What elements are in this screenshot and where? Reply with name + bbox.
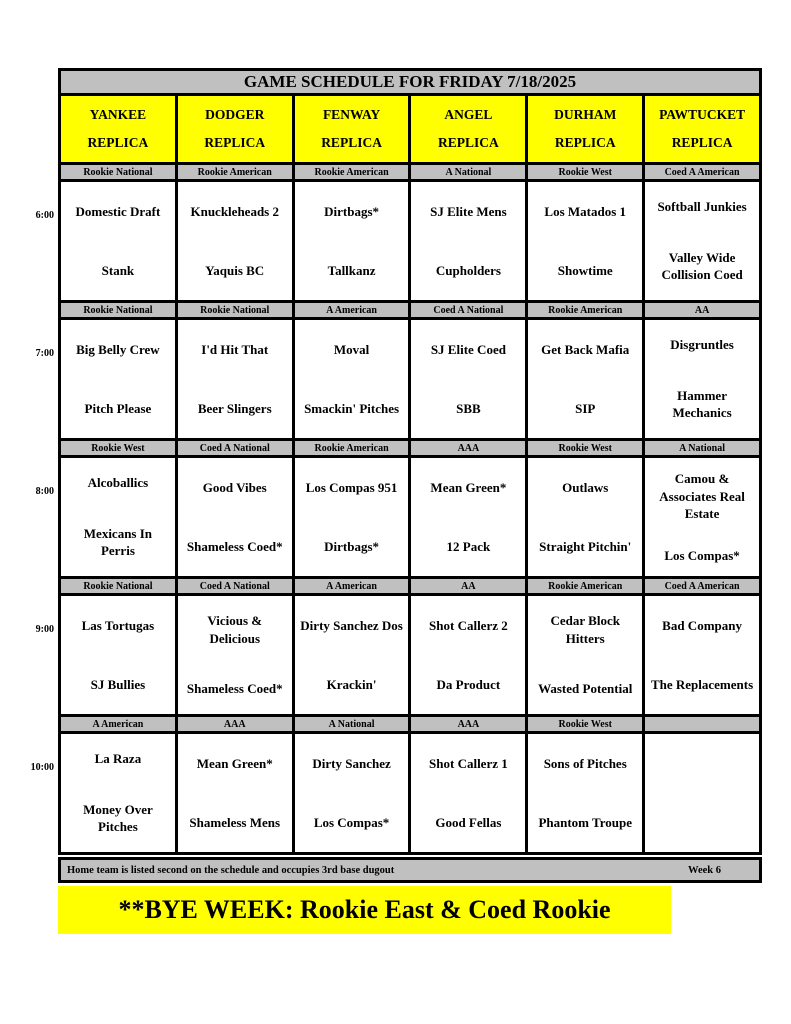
division-label: Coed A American <box>644 578 761 595</box>
field-header-row <box>60 95 761 164</box>
game-cell <box>410 595 527 716</box>
footer-cell <box>60 859 761 882</box>
field-replica-label: REPLICA <box>554 134 616 150</box>
time-label: 10:00 <box>30 762 54 773</box>
game-cell <box>293 319 410 440</box>
field-header-cell <box>176 95 293 164</box>
game-cell <box>644 319 761 440</box>
game-cell <box>410 319 527 440</box>
home-team: Tallkanz <box>327 262 376 278</box>
division-label: Rookie West <box>527 164 644 181</box>
division-label: A American <box>293 302 410 319</box>
bye-week-banner: **BYE WEEK: Rookie East & Coed Rookie <box>58 886 671 934</box>
field-name: FENWAY <box>322 107 381 123</box>
division-label: Rookie West <box>60 440 177 457</box>
home-team: Los Compas* <box>313 814 390 830</box>
game-cell <box>527 181 644 302</box>
division-label: Rookie National <box>60 164 177 181</box>
home-team: Wasted Potential <box>538 681 633 697</box>
away-team: Bad Company <box>662 617 742 633</box>
game-cell <box>60 181 177 302</box>
game-row <box>60 595 761 716</box>
away-team: Good Vibes <box>202 479 267 495</box>
home-team: Money Over Pitches <box>83 801 153 835</box>
away-team: SJ Elite Mens <box>430 203 507 219</box>
away-team: Outlaws <box>562 479 609 495</box>
time-label: 7:00 <box>35 348 54 359</box>
home-team: Cupholders <box>435 262 501 278</box>
time-label: 6:00 <box>35 210 54 221</box>
game-row <box>60 733 761 854</box>
game-cell <box>410 181 527 302</box>
home-team: Valley Wide Collision Coed <box>661 249 743 283</box>
home-team: Shameless Mens <box>189 814 281 830</box>
division-label: Rookie American <box>293 440 410 457</box>
game-cell <box>60 595 177 716</box>
home-team: SIP <box>575 400 596 416</box>
away-team: Los Matados 1 <box>544 203 627 219</box>
division-row <box>60 164 761 181</box>
division-label: A American <box>293 578 410 595</box>
division-label: Rookie American <box>527 578 644 595</box>
field-name: ANGEL <box>444 107 493 123</box>
away-team: Dirty Sanchez <box>312 755 391 771</box>
field-header-cell <box>293 95 410 164</box>
game-cell <box>410 457 527 578</box>
home-team: Showtime <box>557 262 613 278</box>
game-schedule-table <box>58 68 762 855</box>
game-cell <box>293 181 410 302</box>
away-team: Softball Junkies <box>657 199 747 215</box>
game-cell <box>60 457 177 578</box>
home-team: Smackin' Pitches <box>304 400 400 416</box>
division-label: Rookie National <box>60 578 177 595</box>
division-label: Rookie American <box>176 164 293 181</box>
field-header-cell <box>527 95 644 164</box>
field-replica-label: REPLICA <box>321 134 382 150</box>
game-cell <box>293 457 410 578</box>
division-label: Rookie West <box>527 716 644 733</box>
game-cell <box>644 181 761 302</box>
field-header-cell <box>60 95 177 164</box>
division-label: Coed A National <box>410 302 527 319</box>
home-team: SJ Bullies <box>90 676 146 692</box>
home-team: Krackin' <box>326 676 377 692</box>
game-cell <box>527 595 644 716</box>
game-cell <box>176 457 293 578</box>
time-label: 8:00 <box>35 486 54 497</box>
away-team: Big Belly Crew <box>76 341 160 357</box>
field-name: DURHAM <box>554 107 617 123</box>
division-label: Rookie American <box>293 164 410 181</box>
home-team: SBB <box>456 400 481 416</box>
home-team-note: Home team is listed second on the schedule and occupies 3rd base dugout <box>67 864 395 876</box>
game-row <box>60 457 761 578</box>
division-label: Coed A National <box>176 578 293 595</box>
home-team: Da Product <box>436 676 501 692</box>
home-team: Beer Slingers <box>197 400 272 416</box>
division-label: Rookie American <box>527 302 644 319</box>
away-team: Las Tortugas <box>81 617 155 633</box>
away-team: Moval <box>333 341 370 357</box>
home-team: 12 Pack <box>446 538 491 554</box>
home-team: Straight Pitchin' <box>539 538 632 554</box>
away-team: Dirtbags* <box>324 203 380 219</box>
game-cell <box>293 595 410 716</box>
division-label: A American <box>60 716 177 733</box>
field-name: YANKEE <box>89 107 147 123</box>
home-team: Shameless Coed* <box>186 538 283 554</box>
time-label: 9:00 <box>35 624 54 635</box>
division-label: AA <box>410 578 527 595</box>
game-cell <box>644 595 761 716</box>
home-team: The Replacements <box>650 676 754 692</box>
field-name: PAWTUCKET <box>659 107 746 123</box>
division-label: AAA <box>410 440 527 457</box>
division-label: A National <box>293 716 410 733</box>
game-cell <box>176 319 293 440</box>
game-cell <box>60 319 177 440</box>
footer-row <box>60 859 761 882</box>
field-replica-label: REPLICA <box>671 134 733 150</box>
home-team: Phantom Troupe <box>538 814 632 830</box>
game-row <box>60 319 761 440</box>
home-team: Stank <box>101 262 135 278</box>
division-label: Coed A National <box>176 440 293 457</box>
division-row <box>60 716 761 733</box>
footer-bar-table <box>58 857 762 883</box>
division-label: Rookie National <box>176 302 293 319</box>
field-replica-label: REPLICA <box>87 134 149 150</box>
field-replica-label: REPLICA <box>438 134 499 150</box>
away-team: Disgruntles <box>670 337 734 353</box>
away-team: Shot Callerz 1 <box>429 755 508 771</box>
home-team: Good Fellas <box>435 814 502 830</box>
away-team: Camou & Associates Real Estate <box>659 470 745 522</box>
division-row <box>60 440 761 457</box>
division-label <box>644 716 761 733</box>
away-team: Mean Green* <box>430 479 507 495</box>
game-cell <box>644 457 761 578</box>
game-cell <box>293 733 410 854</box>
game-cell <box>176 595 293 716</box>
game-cell <box>644 733 761 854</box>
home-team: Dirtbags* <box>324 538 380 554</box>
game-row <box>60 181 761 302</box>
away-team: Cedar Block Hitters <box>550 613 620 646</box>
division-label: AAA <box>410 716 527 733</box>
home-team: Yaquis BC <box>205 262 265 278</box>
week-number: Week 6 <box>688 864 721 876</box>
away-team: La Raza <box>94 751 142 767</box>
field-replica-label: REPLICA <box>204 134 266 150</box>
division-label: Coed A American <box>644 164 761 181</box>
home-team: Los Compas* <box>664 547 740 563</box>
home-team: Hammer Mechanics <box>672 387 732 421</box>
game-cell <box>176 733 293 854</box>
division-label: AAA <box>176 716 293 733</box>
game-cell <box>527 457 644 578</box>
game-cell <box>410 733 527 854</box>
division-label: A National <box>410 164 527 181</box>
home-team: Pitch Please <box>84 400 152 416</box>
away-team: Vicious & Delicious <box>207 613 263 646</box>
division-row <box>60 302 761 319</box>
away-team: Knuckleheads 2 <box>190 203 279 219</box>
field-header-cell <box>644 95 761 164</box>
division-row <box>60 578 761 595</box>
game-cell <box>176 181 293 302</box>
game-cell <box>527 733 644 854</box>
away-team: Mean Green* <box>196 755 273 771</box>
title-row <box>60 70 761 95</box>
away-team: Shot Callerz 2 <box>429 617 508 633</box>
away-team: Dirty Sanchez Dos <box>300 617 403 633</box>
away-team: I'd Hit That <box>201 341 269 357</box>
field-name: DODGER <box>205 107 265 123</box>
game-cell <box>60 733 177 854</box>
schedule-title: GAME SCHEDULE FOR FRIDAY 7/18/2025 <box>60 70 761 95</box>
away-team: Get Back Mafia <box>541 341 630 357</box>
field-header-cell <box>410 95 527 164</box>
division-label: A National <box>644 440 761 457</box>
division-label: Rookie National <box>60 302 177 319</box>
away-team: Alcoballics <box>87 475 149 491</box>
division-label: AA <box>644 302 761 319</box>
home-team: Mexicans In Perris <box>83 525 153 559</box>
away-team: Los Compas 951 <box>305 479 398 495</box>
away-team: Sons of Pitches <box>543 755 627 771</box>
game-cell <box>527 319 644 440</box>
home-team: Shameless Coed* <box>186 681 283 697</box>
away-team: SJ Elite Coed <box>430 341 506 357</box>
away-team: Domestic Draft <box>75 203 161 219</box>
division-label: Rookie West <box>527 440 644 457</box>
